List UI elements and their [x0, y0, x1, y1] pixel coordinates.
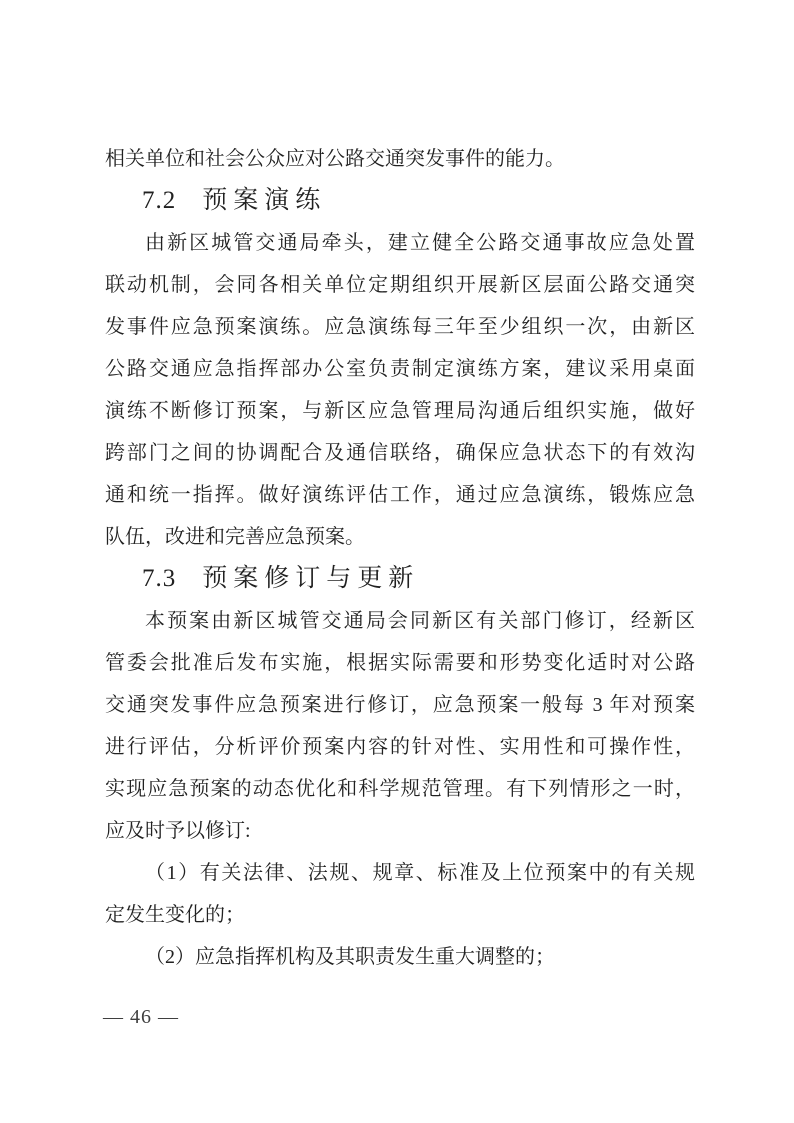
body-line: 联动机制，会同各相关单位定期组织开展新区层面公路交通突	[105, 274, 695, 296]
heading-title: 预案演练	[202, 187, 327, 214]
body-line: 通和统一指挥。做好演练评估工作，通过应急演练，锻炼应急	[105, 484, 695, 506]
heading-number: 7.2	[142, 187, 177, 214]
page-content	[105, 138, 695, 978]
heading-number: 7.3	[142, 565, 177, 592]
body-line: 交通突发事件应急预案进行修订，应急预案一般每 3 年对预案	[105, 694, 695, 716]
body-line: 演练不断修订预案，与新区应急管理局沟通后组织实施，做好	[105, 400, 695, 422]
section-heading	[105, 180, 695, 222]
body-line: （1）有关法律、法规、规章、标准及上位预案中的有关规	[145, 862, 695, 884]
body-line: 实现应急预案的动态优化和科学规范管理。有下列情形之一时，	[105, 778, 695, 800]
body-line: 公路交通应急指挥部办公室负责制定演练方案，建议采用桌面	[105, 358, 695, 380]
body-line: 队伍，改进和完善应急预案。	[105, 526, 365, 548]
section-heading	[105, 558, 695, 600]
body-line: 应及时予以修订:	[105, 820, 251, 842]
body-line: 管委会批准后发布实施，根据实际需要和形势变化适时对公路	[105, 652, 695, 674]
body-line: 跨部门之间的协调配合及通信联络，确保应急状态下的有效沟	[105, 442, 695, 464]
page-number-footer: — 46 —	[103, 1006, 179, 1028]
body-line: 相关单位和社会公众应对公路交通突发事件的能力。	[105, 148, 565, 170]
body-line: 发事件应急预案演练。应急演练每三年至少组织一次，由新区	[105, 316, 695, 338]
heading-title: 预案修订与更新	[202, 565, 420, 592]
body-line: （2）应急指挥机构及其职责发生重大调整的；	[145, 946, 555, 968]
body-line: 定发生变化的；	[105, 904, 245, 926]
body-line: 进行评估，分析评价预案内容的针对性、实用性和可操作性，	[105, 736, 695, 758]
body-line: 本预案由新区城管交通局会同新区有关部门修订，经新区	[145, 610, 695, 632]
body-line: 由新区城管交通局牵头，建立健全公路交通事故应急处置	[145, 232, 695, 254]
